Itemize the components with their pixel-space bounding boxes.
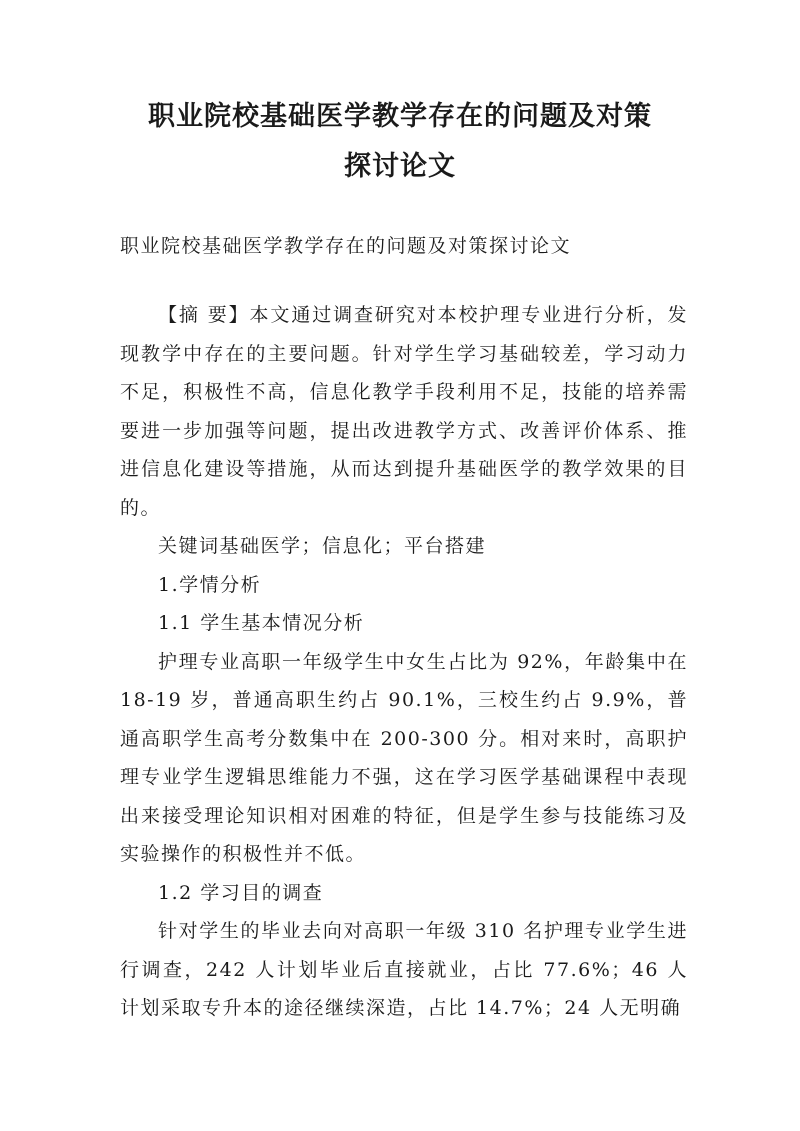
section-heading-1-2: 1.2 学习目的调查: [158, 881, 324, 904]
body-paragraph-1: 护理专业高职一年级学生中女生占比为 92%，年龄集中在 18-19 岁，普通高职生约占 90.1%，三校生约占 9.9%，普通高职学生高考分数集中在 200-300 分。相对来时，高职护理专业学生逻辑思维能力不强，这在学习医学基础课程中表现出来接受理论知识相对困难的特征，但是学生参与技能练习及实验操作的积极性并不低。: [120, 650, 688, 865]
title-line-2: 探讨论文: [344, 151, 456, 182]
abstract-paragraph: 【摘 要】本文通过调查研究对本校护理专业进行分析，发现教学中存在的主要问题。针对学生学习基础较差，学习动力不足，积极性不高，信息化教学手段利用不足，技能的培养需要进一步加强等问题，提出改进教学方式、改善评价体系、推进信息化建设等措施，从而达到提升基础医学的教学效果的目的。: [120, 304, 688, 519]
keywords-paragraph: 关键词基础医学；信息化；平台搭建: [158, 535, 487, 557]
section-heading-1-1: 1.1 学生基本情况分析: [158, 612, 365, 634]
document-body: [120, 296, 688, 1028]
section-heading-1: 1.学情分析: [158, 573, 262, 596]
document-title: [100, 92, 700, 192]
document-subtitle: 职业院校基础医学教学存在的问题及对策探讨论文: [120, 235, 572, 257]
body-paragraph-2: 针对学生的毕业去向对高职一年级 310 名护理专业学生进行调查，242 人计划毕业后直接就业，占比 77.6%；46 人计划采取专升本的途径继续深造，占比 14.7%；24 人无明确: [120, 920, 688, 1019]
title-line-1: 职业院校基础医学教学存在的问题及对策: [148, 101, 652, 132]
